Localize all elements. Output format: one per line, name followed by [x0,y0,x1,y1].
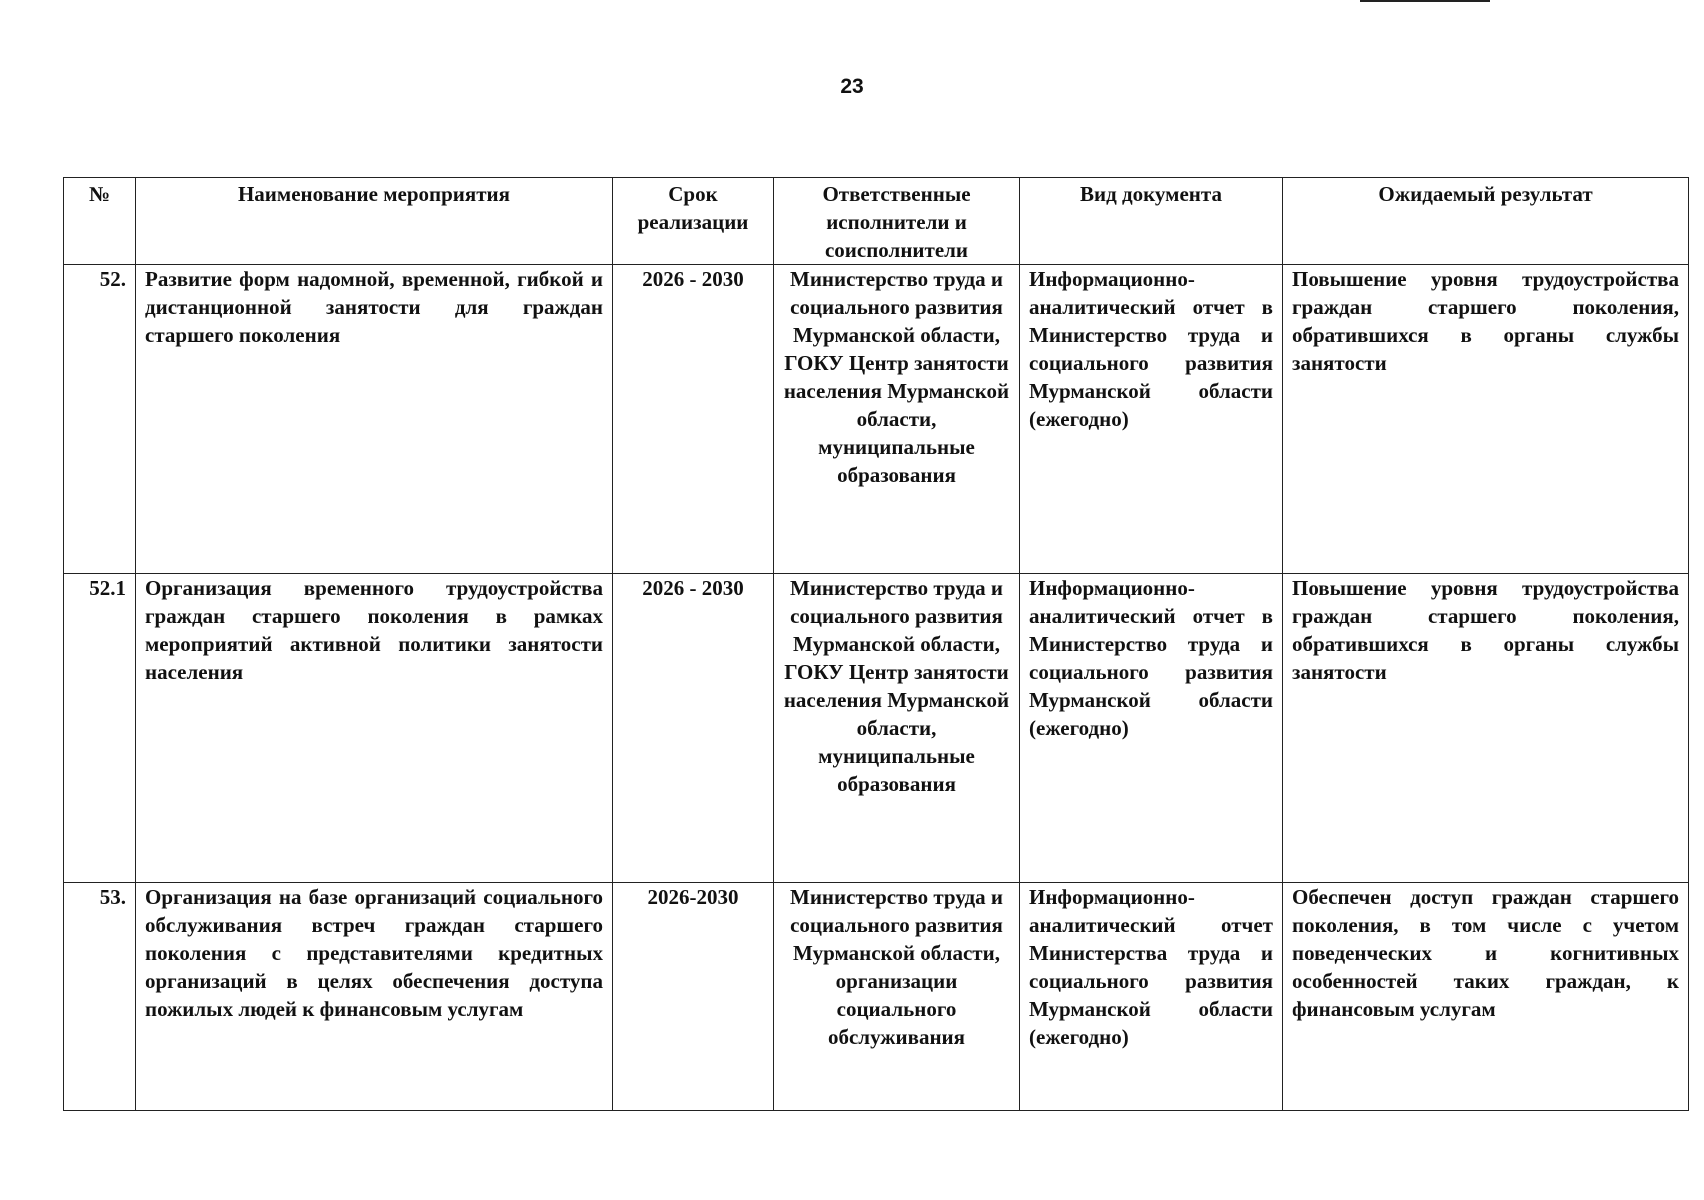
table-row [64,265,1689,574]
measures-table [63,177,1689,1111]
table-row [64,574,1689,883]
table-header-row [64,178,1689,265]
header-result: Ожидаемый результат [1283,178,1689,265]
page-number: 23 [840,75,864,98]
document-type: Информационно-аналитический отчет Министерства труда и социального развития Мурманской области (ежегодно) [1020,883,1283,1111]
row-number: 52. [64,265,136,574]
document-type: Информационно-аналитический отчет в Министерство труда и социального развития Мурманской области (ежегодно) [1020,265,1283,574]
header-responsible: Ответственные исполнители и соисполнители [774,178,1020,265]
implementation-term: 2026 - 2030 [613,574,774,883]
table-row [64,883,1689,1111]
row-number: 52.1 [64,574,136,883]
expected-result: Повышение уровня трудоустройства граждан старшего поколения, обратившихся в органы службы занятости [1283,574,1689,883]
header-num: № [64,178,136,265]
implementation-term: 2026-2030 [613,883,774,1111]
header-name: Наименование мероприятия [136,178,613,265]
responsible-executors: Министерство труда и социального развития Мурманской области, организации социального обслуживания [774,883,1020,1111]
top-edge-mark [1360,0,1490,2]
expected-result: Повышение уровня трудоустройства граждан старшего поколения, обратившихся в органы службы занятости [1283,265,1689,574]
responsible-executors: Министерство труда и социального развития Мурманской области, ГОКУ Центр занятости населения Мурманской области, муниципальные образования [774,574,1020,883]
measure-name: Организация на базе организаций социального обслуживания встреч граждан старшего поколения с представителями кредитных организаций в целях обеспечения доступа пожилых людей к финансовым услугам [136,883,613,1111]
implementation-term: 2026 - 2030 [613,265,774,574]
responsible-executors: Министерство труда и социального развития Мурманской области, ГОКУ Центр занятости населения Мурманской области, муниципальные образования [774,265,1020,574]
expected-result: Обеспечен доступ граждан старшего поколения, в том числе с учетом поведенческих и когнитивных особенностей таких граждан, к финансовым услугам [1283,883,1689,1111]
row-number: 53. [64,883,136,1111]
measure-name: Развитие форм надомной, временной, гибкой и дистанционной занятости для граждан старшего поколения [136,265,613,574]
document-type: Информационно-аналитический отчет в Министерство труда и социального развития Мурманской области (ежегодно) [1020,574,1283,883]
measure-name: Организация временного трудоустройства граждан старшего поколения в рамках мероприятий активной политики занятости населения [136,574,613,883]
header-term: Срок реализации [613,178,774,265]
header-doc: Вид документа [1020,178,1283,265]
